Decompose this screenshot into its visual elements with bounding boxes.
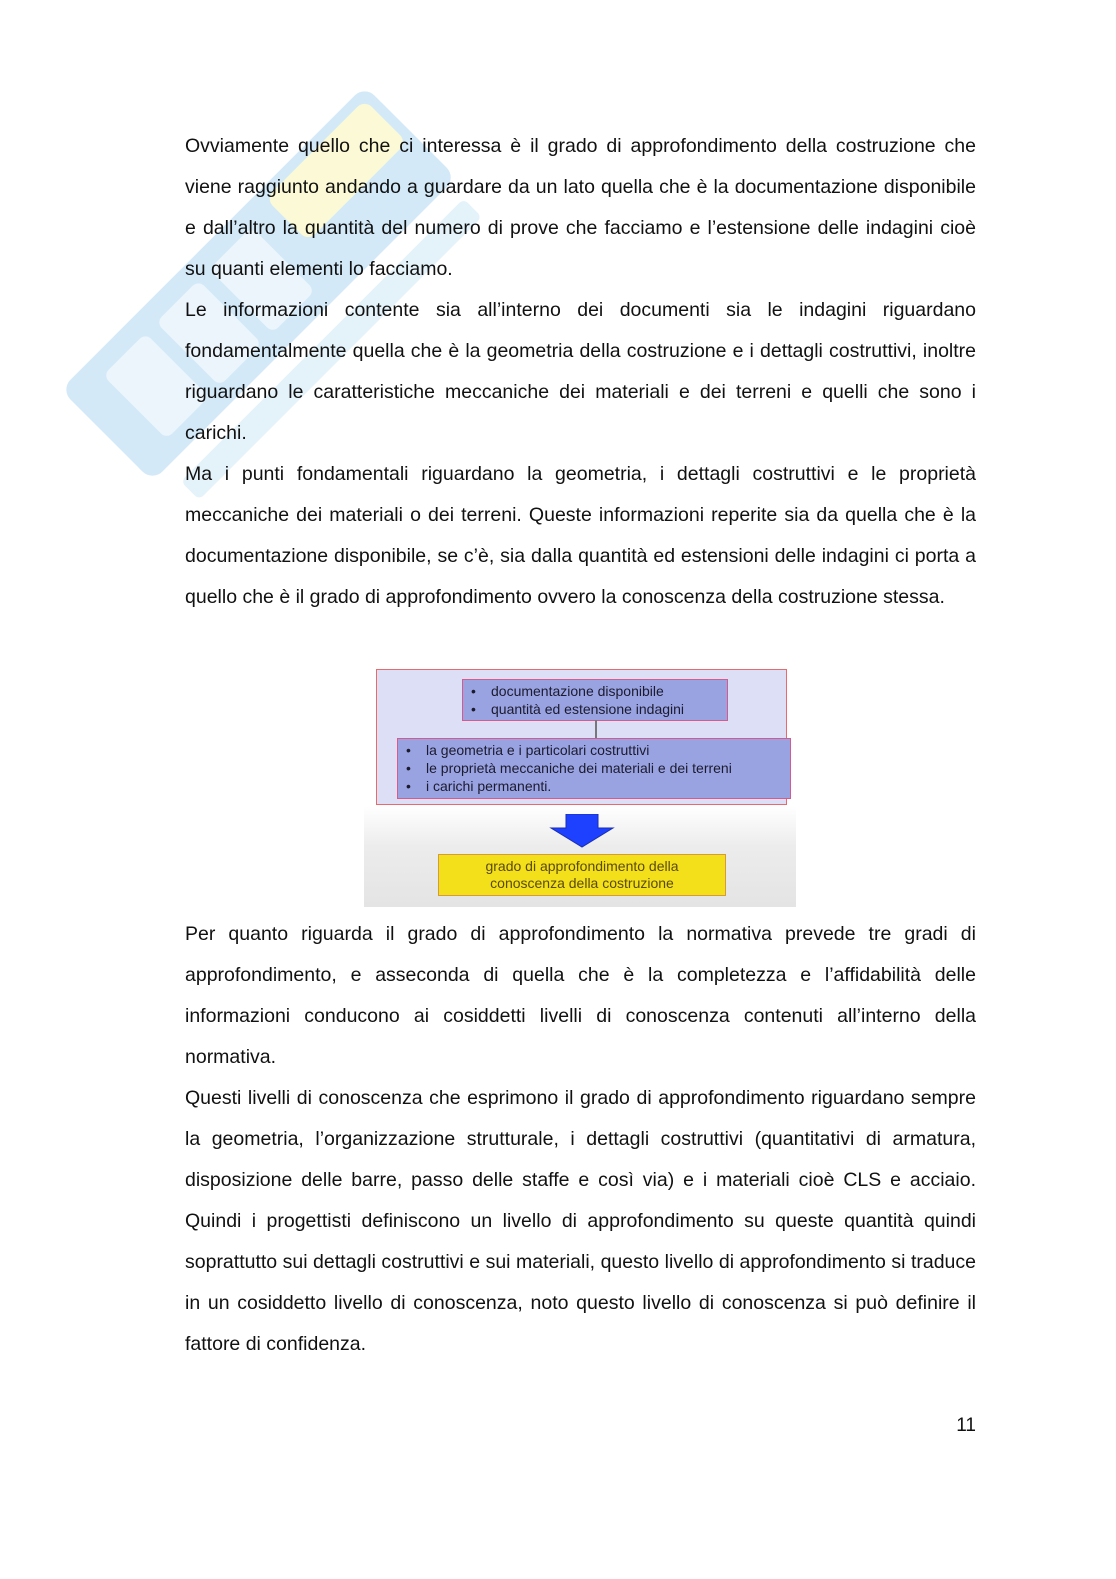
result-line: conoscenza della costruzione	[490, 875, 674, 891]
arrow-down-icon	[549, 814, 615, 848]
sources-item: • quantità ed estensione indagini	[491, 700, 727, 718]
paragraph: Questi livelli di conoscenza che esprimono il grado di approfondimento riguardano sempre la geometria, l’organizzazione strutturale, i dettagli costruttivi (quantitativi di armatura, disposizione delle barre, passo delle staffe e così via) e i materiali cioè CLS e acciaio. Quindi i progettisti definiscono un livello di approfondimento su queste quantità quindi soprattutto sui dettagli costruttivi e sui materiali, questo livello di approfondimento si traduce in un cosiddetto livello di conoscenza, noto questo livello di conoscenza si può definire il fattore di confidenza.	[185, 1087, 976, 1355]
page-number: 11	[956, 1415, 976, 1436]
information-item: • i carichi permanenti.	[426, 777, 790, 795]
sources-box	[462, 679, 728, 721]
connector-line	[595, 720, 597, 739]
knowledge-level-box	[438, 854, 726, 896]
information-box	[397, 738, 791, 799]
result-line: grado di approfondimento della	[485, 858, 679, 874]
sources-item: • documentazione disponibile	[491, 682, 727, 700]
information-item: • la geometria e i particolari costruttivi	[426, 741, 790, 759]
body-text-top	[185, 126, 976, 618]
paragraph: Per quanto riguarda il grado di approfondimento la normativa prevede tre gradi di approfondimento, e asseconda di quella che è la completezza e l’affidabilità delle informazioni conducono ai cosiddetti livelli di conoscenza contenuti all’interno della normativa.	[185, 923, 976, 1068]
paragraph: Ovviamente quello che ci interessa è il grado di approfondimento della costruzione che viene raggiunto andando a guardare da un lato quella che è la documentazione disponibile e dall’altro la quantità del numero di prove che facciamo e l’estensione delle indagini cioè su quanti elementi lo facciamo.	[185, 135, 976, 280]
paragraph: Le informazioni contente sia all’interno dei documenti sia le indagini riguardano fondamentalmente quella che è la geometria della costruzione e i dettagli costruttivi, inoltre riguardano le caratteristiche meccaniche dei materiali e dei terreni e quelli che sono i carichi.	[185, 299, 976, 444]
knowledge-flow-diagram	[364, 667, 796, 907]
information-item: • le proprietà meccaniche dei materiali e dei terreni	[426, 759, 790, 777]
body-text-bottom	[185, 914, 976, 1365]
paragraph: Ma i punti fondamentali riguardano la geometria, i dettagli costruttivi e le proprietà meccaniche dei materiali o dei terreni. Queste informazioni reperite sia da quella che è la documentazione disponibile, se c’è, sia dalla quantità ed estensioni delle indagini ci porta a quello che è il grado di approfondimento ovvero la conoscenza della costruzione stessa.	[185, 463, 976, 608]
diagram-panel	[376, 669, 787, 805]
